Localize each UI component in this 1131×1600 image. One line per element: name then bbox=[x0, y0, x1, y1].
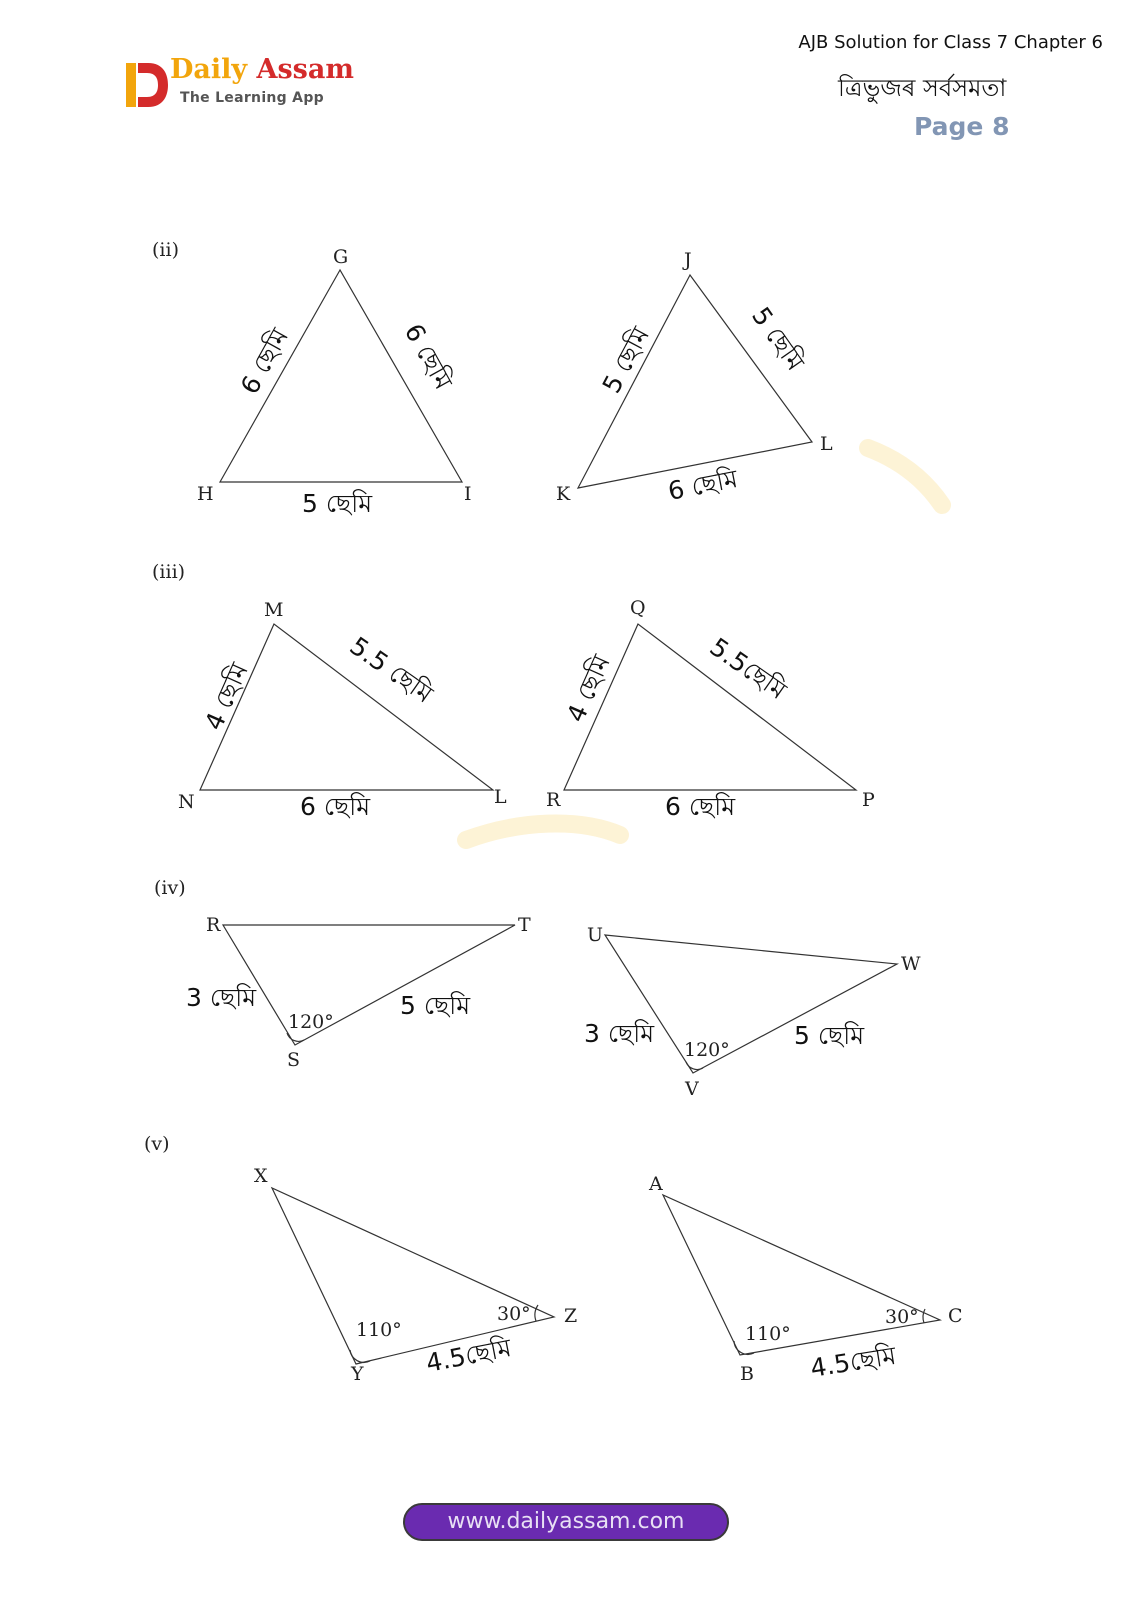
section-label-iii: (iii) bbox=[152, 561, 186, 583]
vertex-a: A bbox=[649, 1173, 663, 1195]
side-label-rs: 3 ছেমি bbox=[186, 983, 257, 1012]
vertex-g: G bbox=[333, 246, 349, 268]
triangle-mnl bbox=[200, 624, 493, 790]
side-label-mn: 4 ছেমি bbox=[198, 658, 255, 735]
side-label-jl: 5 ছেমি bbox=[746, 301, 811, 376]
section-label-iv: (iv) bbox=[154, 877, 186, 899]
vertex-y: Y bbox=[351, 1363, 364, 1385]
side-label-nl: 6 ছেমি bbox=[300, 792, 371, 821]
section-label-v: (v) bbox=[144, 1133, 170, 1155]
logo-title-part1: Daily bbox=[170, 54, 248, 85]
angle-arc-s bbox=[287, 1033, 304, 1041]
side-label-gi: 6 ছেমি bbox=[398, 318, 459, 395]
vertex-z: Z bbox=[564, 1305, 578, 1327]
side-label-kl: 6 ছেমি bbox=[665, 464, 741, 506]
triangle-rts bbox=[223, 925, 515, 1045]
vertex-x: X bbox=[254, 1165, 268, 1187]
vertex-l-iii: L bbox=[494, 786, 507, 808]
logo-tagline: The Learning App bbox=[180, 90, 324, 106]
vertex-r-iv: R bbox=[206, 914, 221, 936]
angle-arc-z bbox=[535, 1305, 538, 1321]
triangle-xyz bbox=[272, 1188, 554, 1364]
side-label-hi: 5 ছেমি bbox=[302, 489, 373, 518]
angle-label-c: 30° bbox=[885, 1306, 919, 1328]
angle-label-b: 110° bbox=[745, 1323, 791, 1345]
watermark-shape bbox=[466, 448, 942, 840]
side-label-st: 5 ছেমি bbox=[400, 991, 471, 1020]
page-number: Page 8 bbox=[914, 112, 1010, 141]
angle-label-s: 120° bbox=[288, 1011, 334, 1033]
vertex-b: B bbox=[740, 1363, 754, 1385]
angle-label-v: 120° bbox=[684, 1039, 730, 1061]
vertex-v: V bbox=[685, 1078, 699, 1100]
vertex-t: T bbox=[518, 914, 531, 936]
side-label-qr: 4 ছেমি bbox=[560, 650, 617, 727]
side-label-bc: 4.5ছেমি bbox=[808, 1340, 898, 1383]
vertex-s: S bbox=[287, 1049, 301, 1071]
vertex-w: W bbox=[901, 953, 921, 975]
website-link[interactable]: www.dailyassam.com bbox=[403, 1503, 729, 1541]
side-label-rp: 6 ছেমি bbox=[665, 792, 736, 821]
side-label-jk: 5 ছেমি bbox=[596, 322, 656, 398]
side-label-uv: 3 ছেমি bbox=[584, 1019, 655, 1048]
vertex-i: I bbox=[464, 483, 472, 505]
vertex-l: L bbox=[820, 433, 833, 455]
chapter-title: ত্ৰিভুজৰ সৰ্বসমতা bbox=[838, 74, 1007, 102]
angle-arc-c bbox=[923, 1309, 925, 1323]
side-label-yz: 4.5ছেমি bbox=[423, 1332, 514, 1378]
logo-title-part2: Assam bbox=[256, 54, 354, 85]
side-label-ml: 5.5 ছেমি bbox=[344, 631, 439, 709]
angle-label-z: 30° bbox=[497, 1303, 531, 1325]
side-label-gh: 6 ছেমি bbox=[234, 323, 295, 399]
section-label-ii: (ii) bbox=[152, 239, 179, 261]
angle-arc-y bbox=[350, 1350, 370, 1362]
solution-title: AJB Solution for Class 7 Chapter 6 bbox=[798, 32, 1103, 53]
vertex-h: H bbox=[197, 483, 214, 505]
vertex-p: P bbox=[862, 789, 875, 811]
side-label-vw: 5 ছেমি bbox=[794, 1021, 865, 1050]
triangle-uwv bbox=[605, 935, 897, 1073]
vertex-u: U bbox=[587, 924, 604, 946]
vertex-j: J bbox=[684, 249, 692, 271]
vertex-r-iii: R bbox=[546, 789, 561, 811]
triangle-abc bbox=[663, 1195, 940, 1355]
vertex-q: Q bbox=[630, 597, 646, 619]
side-label-qp: 5.5ছেমি bbox=[704, 632, 792, 706]
vertex-m: M bbox=[264, 599, 284, 621]
vertex-k: K bbox=[556, 483, 571, 505]
vertex-c: C bbox=[948, 1305, 963, 1327]
angle-label-y: 110° bbox=[356, 1319, 402, 1341]
vertex-n: N bbox=[178, 791, 195, 813]
